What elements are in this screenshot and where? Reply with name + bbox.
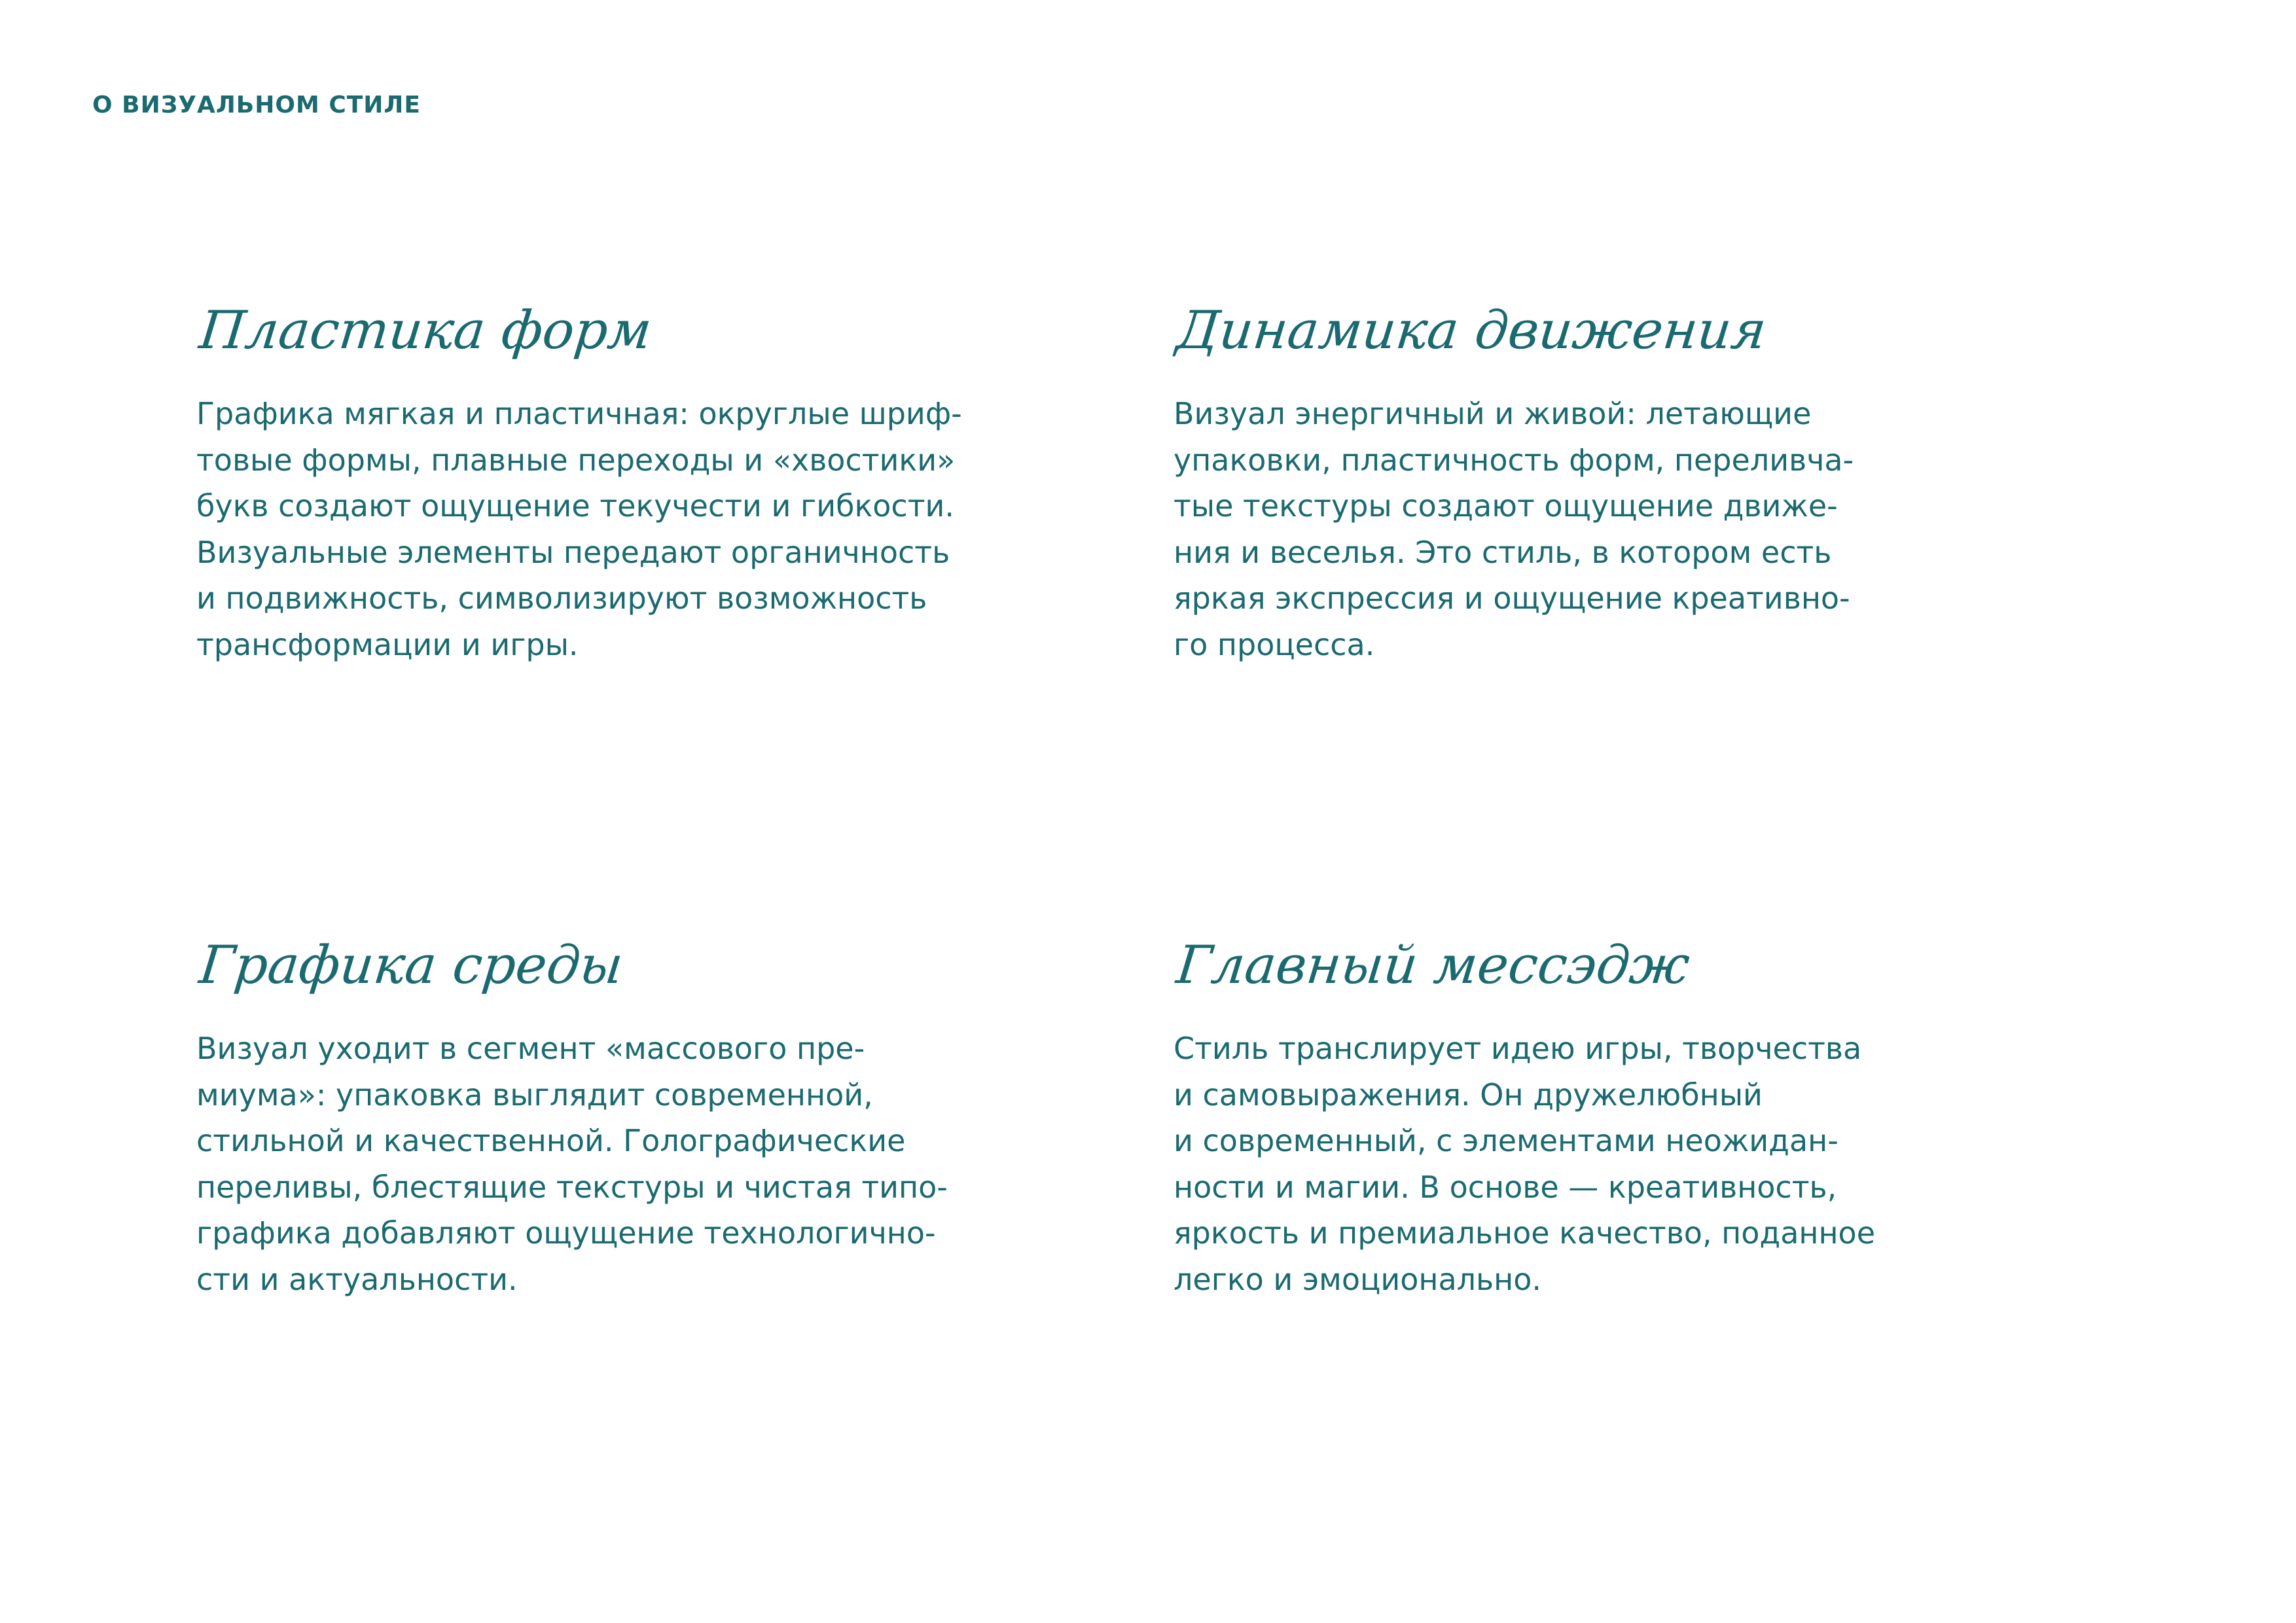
section-body [1174, 1026, 1946, 1302]
body-line: графика добавляют ощущение технологично- [196, 1215, 936, 1251]
section-body [1174, 391, 1946, 668]
section-body [196, 1026, 969, 1302]
body-line: стильной и качественной. Голографические [196, 1123, 906, 1158]
body-line: трансформации и игры. [196, 626, 579, 662]
body-line: ния и веселья. Это стиль, в котором есть [1174, 534, 1832, 570]
body-line: яркая экспрессия и ощущение креативно- [1174, 580, 1850, 616]
body-line: сти и актуальности. [196, 1261, 518, 1297]
section-title: Главный мессэдж [1174, 935, 1693, 995]
body-line: упаковки, пластичность форм, переливча- [1174, 442, 1854, 478]
body-line: яркость и премиальное качество, поданное [1174, 1215, 1875, 1251]
section-motion-dynamics [1174, 298, 1946, 668]
body-line: переливы, блестящие текстуры и чистая типо- [196, 1169, 948, 1205]
body-line: Визуал энергичный и живой: летающие [1174, 396, 1812, 431]
body-line: го процесса. [1174, 626, 1375, 662]
section-main-message [1174, 933, 1946, 1302]
section-body [196, 391, 969, 668]
section-plastic-forms [196, 298, 969, 668]
body-line: товые формы, плавные переходы и «хвостики» [196, 442, 956, 478]
body-line: и современный, с элементами неожидан- [1174, 1123, 1839, 1158]
body-line: букв создают ощущение текучести и гибкости. [196, 488, 955, 524]
section-environment-graphics [196, 933, 969, 1302]
body-line: тые текстуры создают ощущение движе- [1174, 488, 1838, 524]
section-title: Динамика движения [1174, 300, 1770, 361]
body-line: и подвижность, символизируют возможность [196, 580, 927, 616]
section-title: Пластика форм [196, 300, 655, 361]
body-line: и самовыражения. Он дружелюбный [1174, 1077, 1763, 1113]
body-line: легко и эмоционально. [1174, 1261, 1541, 1297]
body-line: миума»: упаковка выглядит современной, [196, 1077, 873, 1113]
body-line: Визуальные элементы передают органичность [196, 534, 950, 570]
body-line: Стиль транслирует идею игры, творчества [1174, 1031, 1862, 1066]
page-section-label: О ВИЗУАЛЬНОМ СТИЛЕ [92, 92, 421, 118]
section-title: Графика среды [196, 935, 626, 995]
body-line: Графика мягкая и пластичная: округлые шриф- [196, 396, 962, 431]
body-line: ности и магии. В основе — креативность, [1174, 1169, 1837, 1205]
body-line: Визуал уходит в сегмент «массового пре- [196, 1031, 865, 1066]
